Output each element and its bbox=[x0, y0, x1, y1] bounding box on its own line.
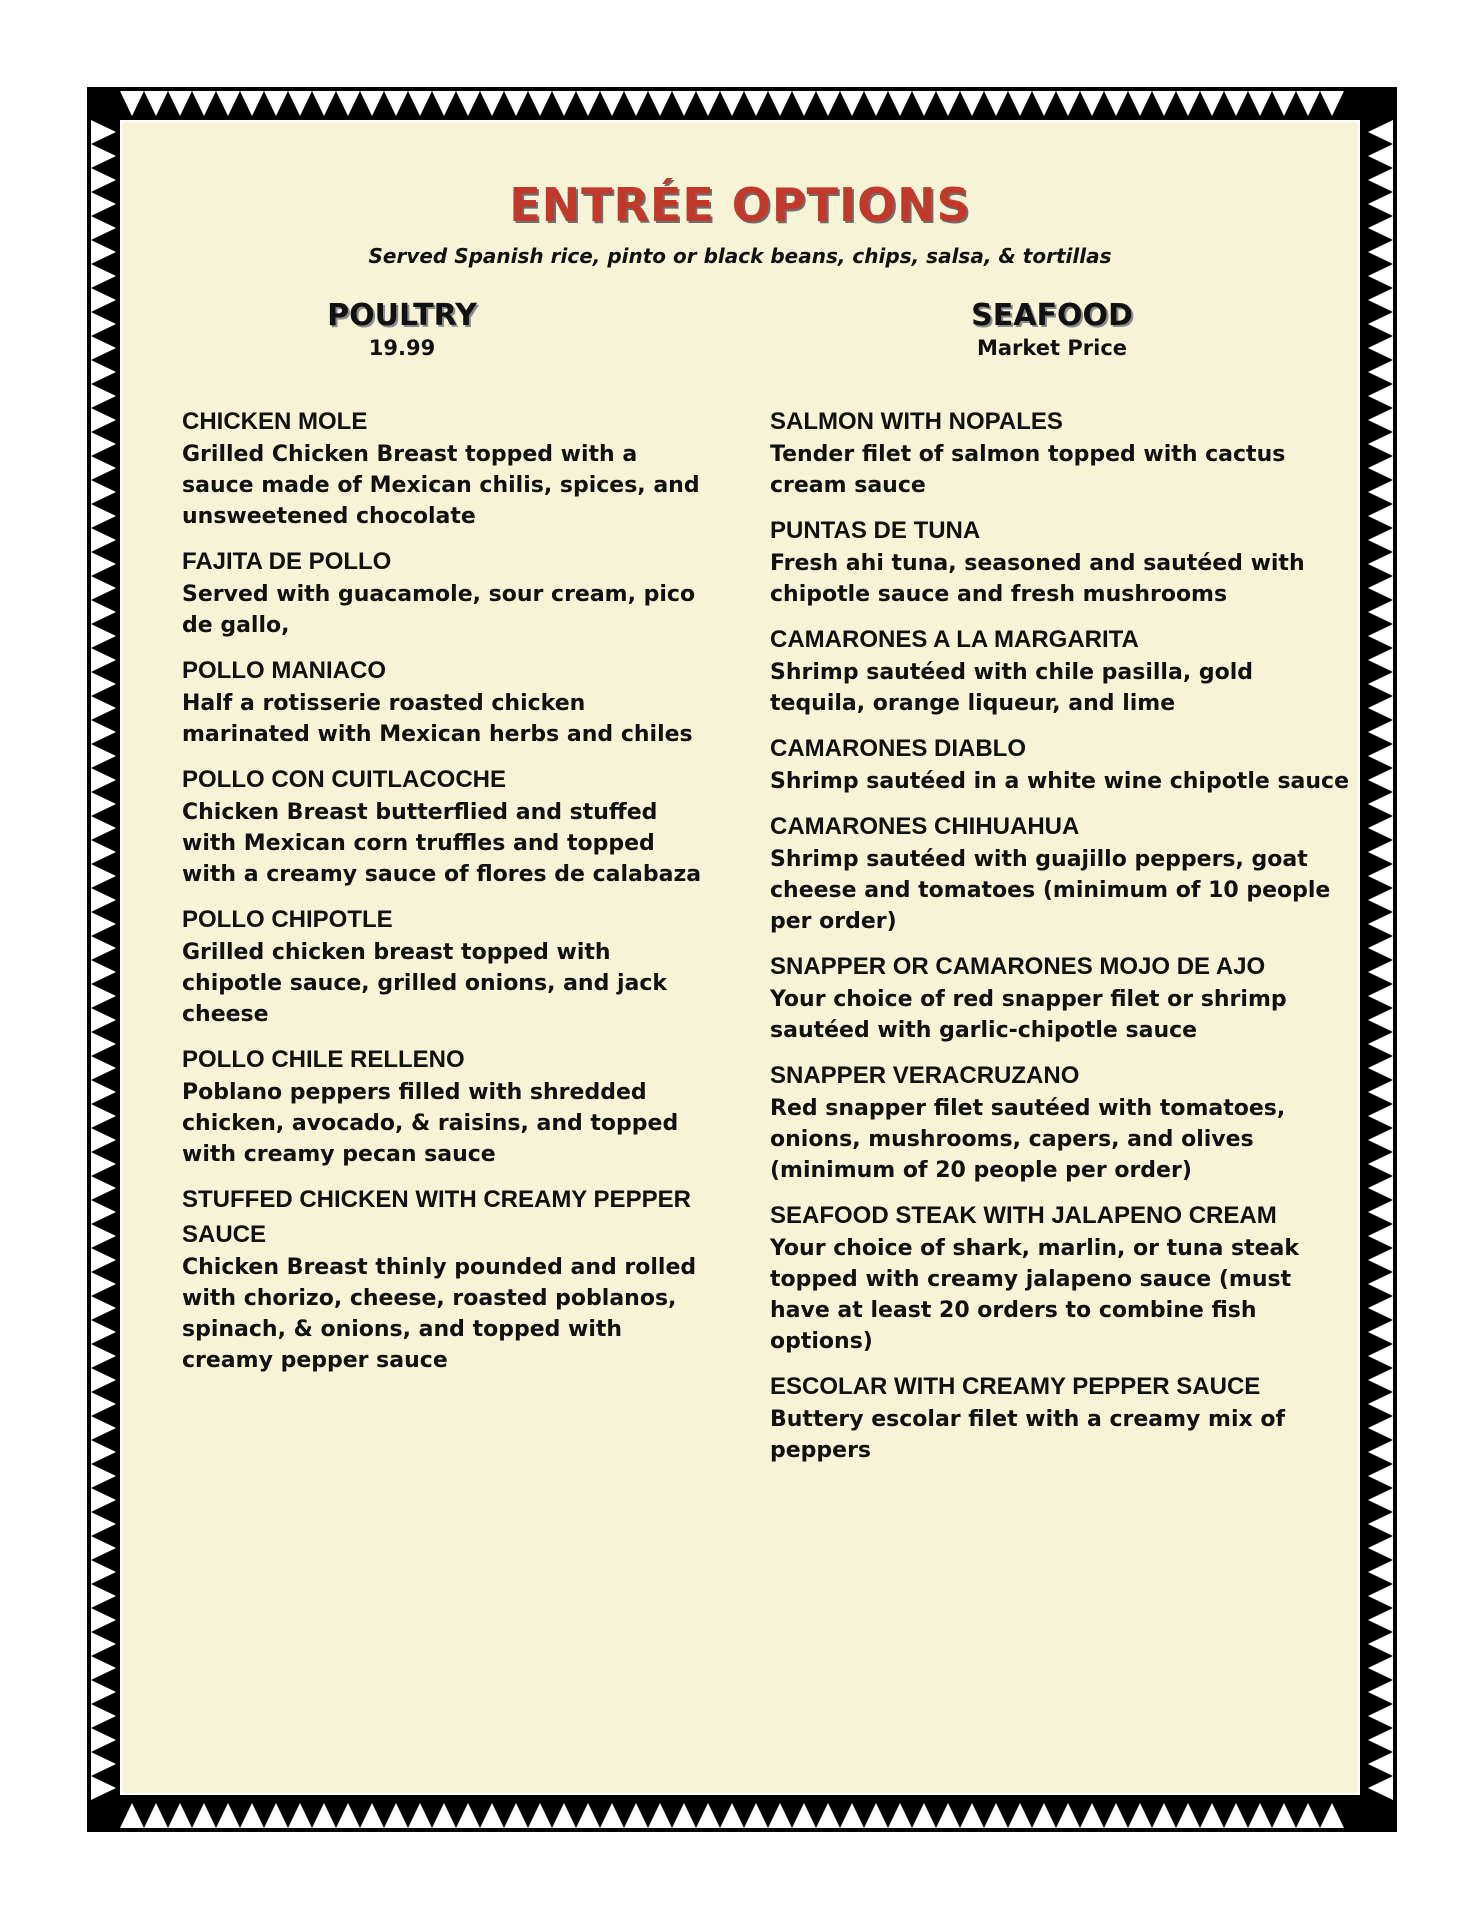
seafood-header bbox=[932, 298, 1172, 362]
poultry-title: POULTRY bbox=[327, 298, 477, 333]
menu-item-name: POLLO CHILE RELLENO bbox=[182, 1046, 465, 1073]
menu-item-description: Buttery escolar filet with a creamy mix of peppers bbox=[770, 1407, 1286, 1463]
menu-item bbox=[770, 1369, 1350, 1466]
page-title: ENTRÉE OPTIONS bbox=[509, 178, 971, 232]
menu-item-description: Red snapper filet sautéed with tomatoes, onions, mushrooms, capers, and olives (minimum of 20 people per order) bbox=[770, 1096, 1286, 1183]
menu-item-name: CHICKEN MOLE bbox=[182, 408, 368, 435]
menu-item-description: Chicken Breast butterflied and stuffed with Mexican corn truffles and topped with a creamy sauce of flores de calabaza bbox=[182, 800, 702, 887]
menu-item-description: Tender filet of salmon topped with cactus cream sauce bbox=[770, 442, 1286, 498]
menu-item bbox=[770, 949, 1350, 1046]
menu-item-name: POLLO CHIPOTLE bbox=[182, 906, 393, 933]
poultry-column bbox=[182, 404, 712, 1388]
menu-item-name: ESCOLAR WITH CREAMY PEPPER SAUCE bbox=[770, 1373, 1261, 1400]
page-subtitle: Served Spanish rice, pinto or black beans, chips, salsa, & tortillas bbox=[368, 244, 1112, 268]
menu-item-name: STUFFED CHICKEN WITH CREAMY PEPPER SAUCE bbox=[182, 1186, 691, 1248]
menu-item-description: Your choice of red snapper filet or shrimp sautéed with garlic-chipotle sauce bbox=[770, 987, 1287, 1043]
menu-item-name: PUNTAS DE TUNA bbox=[770, 517, 981, 544]
menu-item bbox=[182, 544, 712, 641]
menu-item bbox=[182, 653, 712, 750]
menu-item-name: SNAPPER VERACRUZANO bbox=[770, 1062, 1080, 1089]
menu-border-frame bbox=[87, 87, 1397, 1832]
menu-item-name: POLLO MANIACO bbox=[182, 657, 386, 684]
seafood-title: SEAFOOD bbox=[971, 298, 1133, 333]
menu-item bbox=[770, 1058, 1350, 1186]
poultry-price: 19.99 bbox=[368, 336, 436, 360]
menu-item-description: Half a rotisserie roasted chicken marinated with Mexican herbs and chiles bbox=[182, 691, 693, 747]
seafood-price: Market Price bbox=[976, 336, 1128, 360]
menu-item bbox=[770, 404, 1350, 501]
menu-item bbox=[182, 404, 712, 532]
menu-item-description: Shrimp sautéed in a white wine chipotle sauce bbox=[770, 769, 1350, 794]
menu-item bbox=[770, 513, 1350, 610]
menu-item-description: Shrimp sautéed with guajillo peppers, goat cheese and tomatoes (minimum of 10 people per order) bbox=[770, 847, 1331, 934]
menu-item-name: CAMARONES A LA MARGARITA bbox=[770, 626, 1139, 653]
menu-item-name: CAMARONES CHIHUAHUA bbox=[770, 813, 1080, 840]
menu-panel bbox=[120, 120, 1360, 1795]
menu-item-name: SALMON WITH NOPALES bbox=[770, 408, 1063, 435]
menu-item-description: Shrimp sautéed with chile pasilla, gold tequila, orange liqueur, and lime bbox=[770, 660, 1253, 716]
menu-item bbox=[182, 1182, 712, 1376]
menu-item bbox=[182, 902, 712, 1030]
menu-item bbox=[770, 622, 1350, 719]
menu-item-description: Chicken Breast thinly pounded and rolled with chorizo, cheese, roasted poblanos, spinach, & onions, and topped with creamy pepper sauce bbox=[182, 1255, 697, 1373]
menu-item bbox=[770, 1198, 1350, 1357]
menu-item-name: POLLO CON CUITLACOCHE bbox=[182, 766, 506, 793]
menu-item bbox=[182, 762, 712, 890]
menu-item-name: SNAPPER OR CAMARONES MOJO DE AJO bbox=[770, 953, 1266, 980]
menu-item-description: Grilled Chicken Breast topped with a sauce made of Mexican chilis, spices, and unsweetened chocolate bbox=[182, 442, 700, 529]
menu-item-description: Your choice of shark, marlin, or tuna steak topped with creamy jalapeno sauce (must have at least 20 orders to combine fish options) bbox=[770, 1236, 1299, 1354]
menu-item bbox=[770, 731, 1350, 797]
menu-item-name: SEAFOOD STEAK WITH JALAPENO CREAM bbox=[770, 1202, 1277, 1229]
menu-item bbox=[770, 809, 1350, 937]
menu-item-description: Poblano peppers filled with shredded chicken, avocado, & raisins, and topped with creamy pecan sauce bbox=[182, 1080, 679, 1167]
menu-item-description: Grilled chicken breast topped with chipotle sauce, grilled onions, and jack cheese bbox=[182, 940, 668, 1027]
poultry-header bbox=[282, 298, 522, 362]
menu-item-description: Fresh ahi tuna, seasoned and sautéed with chipotle sauce and fresh mushrooms bbox=[770, 551, 1305, 607]
menu-item bbox=[182, 1042, 712, 1170]
menu-item-name: FAJITA DE POLLO bbox=[182, 548, 392, 575]
menu-item-name: CAMARONES DIABLO bbox=[770, 735, 1026, 762]
menu-item-description: Served with guacamole, sour cream, pico de gallo, bbox=[182, 582, 696, 638]
seafood-column bbox=[770, 404, 1350, 1478]
